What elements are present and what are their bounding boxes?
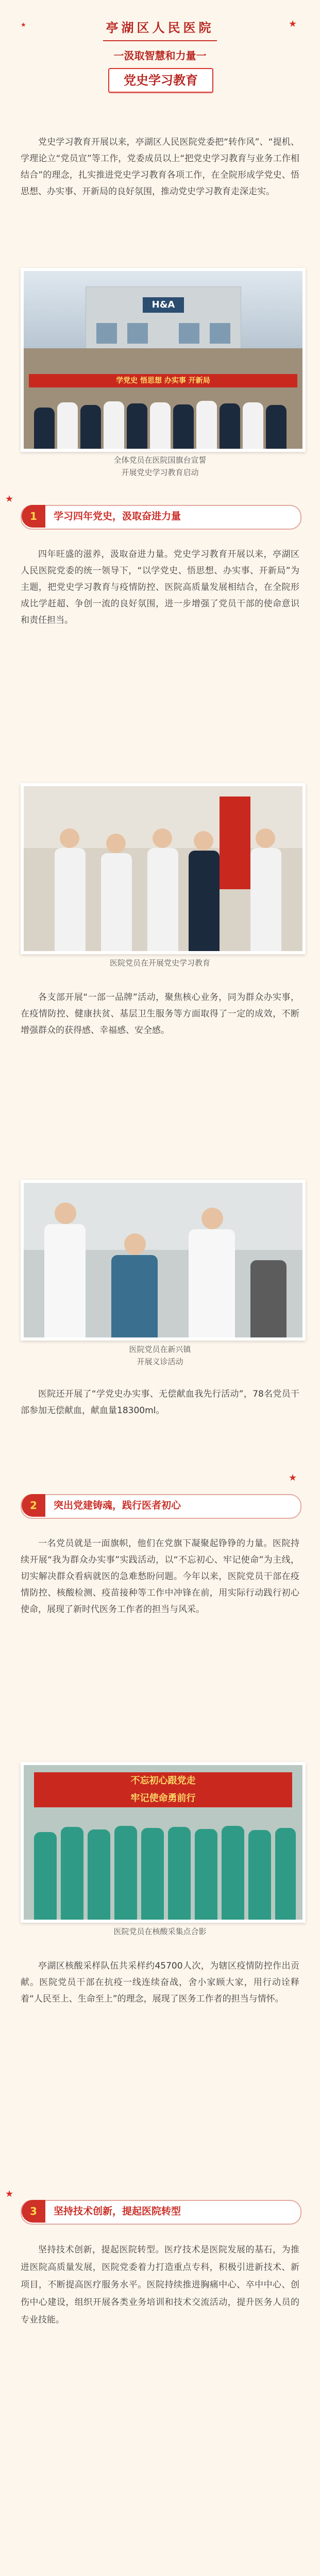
photo-caption: 全体党员在医院国旗台宣誓 (113, 455, 207, 465)
photo-caption: 开展党史学习教育启动 (121, 468, 199, 477)
section-paragraph: 亭湖区核酸采样队伍共采样约45700人次，为辖区疫情防控作出贡献。医院党员干部在抗疫一线连续奋战，舍小家顾大家，用行动诠释着“人民至上、生命至上”的理念，展现了医务工作者的担当与情怀。 (21, 1961, 299, 2004)
section-number: 1 (22, 505, 45, 528)
photo-banner: 学党史 悟思想 办实事 开新局 (29, 374, 297, 387)
intro-paragraph: 党史学习教育开展以来，亭湖区人民医院党委把“转作风”、“提机、学理论立“党员宣”等工作，党委成员以上“把党史学习教育与业务工作相结合”的理念，扎实推进党史学习教育各项工作，在全院形成学党史、悟思想、办实事、开新局的良好氛围，推动党史学习教育走深走实。 (21, 137, 299, 197)
section-paragraph: 医院还开展了“学党史办实事、无偿献血我先行活动”，78名党员干部参加无偿献血，献血量18300ml。 (21, 1389, 299, 1416)
section-paragraph: 一名党员就是一面旗帜，他们在党旗下凝聚起铮铮的力量。医院持续开展“我为群众办实事”实践活动，以“不忘初心、牢记使命”为主线，切实解决群众看病就医的急难愁盼问题。今年以来，医院党员干部在疫情防控、核酸检测、疫苗接种等工作中冲锋在前，用实际行动践行初心使命，展现了新时代医务工作者的担当与风采。 (21, 1538, 299, 1615)
section-number: 3 (22, 2200, 45, 2223)
section-title: 坚持技术创新，提起医院转型 (54, 2206, 181, 2217)
photo-caption: 医院党员在新兴镇 (129, 1345, 191, 1354)
star-icon: ★ (21, 21, 26, 28)
section-heading (21, 1494, 301, 1519)
photo-banner: 牢记使命勇前行 (34, 1790, 292, 1807)
clinic-photo (21, 1180, 306, 1341)
section-paragraph: 各支部开展“一部一品牌”活动，聚焦核心业务，同为群众办实事，在疫情防控、健康扶贫、基层卫生服务等方面取得了一定的成效，不断增强群众的获得感、幸福感、安全感。 (21, 992, 299, 1036)
star-icon: ★ (289, 1472, 297, 1483)
subtitle: 一汲取智慧和力量一 (113, 49, 207, 62)
hospital-name: 亭湖区人民医院 (106, 21, 214, 35)
star-icon: ★ (289, 19, 297, 29)
photo-caption: 医院党员在开展党史学习教育 (109, 958, 210, 968)
section-heading (21, 2200, 301, 2225)
header (0, 0, 320, 113)
star-icon: ★ (5, 494, 14, 504)
section-title: 突出党建铸魂，践行医者初心 (54, 1500, 181, 1511)
activity-photo (21, 783, 306, 954)
title-box (108, 68, 213, 93)
team-photo (21, 1762, 306, 1923)
section-paragraph: 四年旺盛的滋养，汲取奋进力量。党史学习教育开展以来，亭湖区人民医院党委的统一领导下，“以学党史、悟思想、办实事、开新局”为主题，把党史学习教育与疫情防控、医院高质量发展相结合，在全院形成比学赶超、争创一流的良好氛围，进一步增强了党员干部的使命意识和责任担当。 (21, 549, 299, 625)
section-number: 2 (22, 1494, 45, 1517)
photo-caption: 开展义诊活动 (137, 1357, 183, 1366)
divider (103, 40, 217, 41)
section-heading (21, 505, 301, 530)
page-title: 党史学习教育 (124, 73, 198, 88)
photo-caption: 医院党员在核酸采集点合影 (113, 1927, 207, 1936)
group-photo: H&A 学党史 悟思想 办实事 开新局 (21, 268, 306, 452)
section-title: 学习四年党史，汲取奋进力量 (54, 511, 181, 522)
section-paragraph: 坚持技术创新，提起医院转型。医疗技术是医院发展的基石，为推进医院高质量发展，医院党委着力打造重点专科，积极引进新技术、新项目，不断提高医疗服务水平。医院持续推进胸痛中心、卒中中心、创伤中心建设，组织开展各类业务培训和技术交流活动，提升医务人员的专业技能。 (21, 2245, 299, 2325)
photo-banner: 不忘初心跟党走 (34, 1772, 292, 1790)
star-icon: ★ (5, 2189, 14, 2199)
